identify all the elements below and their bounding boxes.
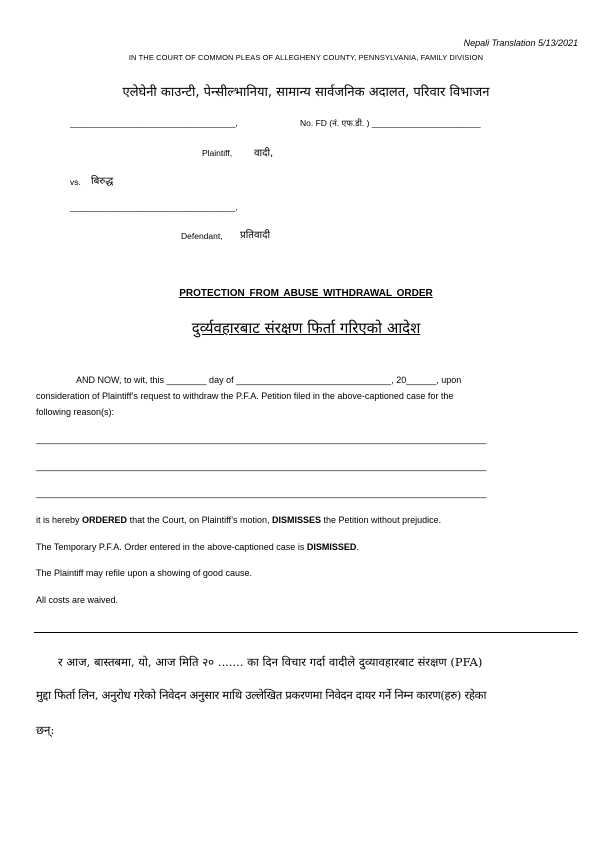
plaintiff-label: Plaintiff,	[202, 148, 233, 158]
plaintiff-label-nepali: वादी,	[254, 148, 274, 159]
plaintiff-name-line[interactable]: ___________________________________,	[70, 118, 238, 128]
nepali-para-line-2: मुद्दा फिर्ता लिन, अनुरोध गरेको निवेदन अनुसार माथि उल्लेखित प्रकरणमा निवेदन दायर गर्ने निम्न कारण(हरु) रहेका	[36, 688, 487, 702]
vs-label: vs.	[70, 177, 81, 187]
nepali-para-line-1: र आज, बास्तबमा, यो, आज मिति २० ....... का दिन विचार गर्दा वादीले दुव्यावहारबाट संरक्षण (PFA)	[58, 655, 483, 669]
dismisses-keyword: DISMISSES	[272, 515, 322, 525]
section-divider	[34, 632, 578, 633]
vs-label-nepali: बिरुद्ध	[91, 176, 114, 187]
consideration-line: consideration of Plaintiff’s request to withdraw the P.F.A. Petition filed in the above-captioned case for the	[36, 391, 454, 401]
court-name-english: IN THE COURT OF COMMON PLEAS OF ALLEGHENY COUNTY, PENNSYLVANIA, FAMILY DIVISION	[128, 53, 484, 62]
dismissed-keyword: DISMISSED	[306, 542, 357, 552]
reason-line-2[interactable]: __________________________________________________________________________________________	[36, 461, 487, 471]
order-title-english: PROTECTION FROM ABUSE WITHDRAWAL ORDER	[179, 288, 433, 299]
temporary-order-statement	[36, 539, 359, 555]
ordered-statement	[36, 512, 441, 528]
defendant-label-nepali: प्रतिवादी	[240, 230, 271, 241]
reasons-label: following reason(s):	[36, 407, 115, 417]
ordered-keyword: ORDERED	[82, 515, 128, 525]
defendant-name-line[interactable]: ___________________________________,	[70, 202, 238, 212]
reason-line-1[interactable]: __________________________________________________________________________________________	[36, 434, 487, 444]
defendant-label: Defendant,	[181, 231, 223, 241]
reason-line-3[interactable]: __________________________________________________________________________________________	[36, 488, 487, 498]
court-name-nepali: एलेघेनी काउन्टी, पेन्सील्भानिया, सामान्य सार्वजनिक अदालत, परिवार विभाजन	[122, 85, 490, 100]
temporary-suffix: .	[356, 542, 359, 552]
costs-statement: All costs are waived.	[36, 595, 119, 605]
refile-statement: The Plaintiff may refile upon a showing of good cause.	[36, 568, 252, 578]
order-title-nepali: दुर्व्यवहारबाट संरक्षण फिर्ता गरिएको आदेश	[191, 319, 421, 337]
nepali-para-line-3: छन्:	[36, 723, 55, 737]
ordered-prefix: it is hereby	[36, 515, 80, 525]
temporary-prefix: The Temporary P.F.A. Order entered in the above-captioned case is	[36, 542, 307, 552]
ordered-suffix: the Petition without prejudice.	[321, 515, 442, 525]
ordered-middle: that the Court, on Plaintiff’s motion,	[127, 515, 270, 525]
fd-number-field[interactable]: No. FD (नं. एफ.डी. ) _______________________	[300, 118, 481, 128]
translation-note: Nepali Translation 5/13/2021	[463, 38, 578, 48]
intro-line[interactable]: AND NOW, to wit, this ________ day of _______________________________, 20______, upon	[76, 375, 462, 385]
